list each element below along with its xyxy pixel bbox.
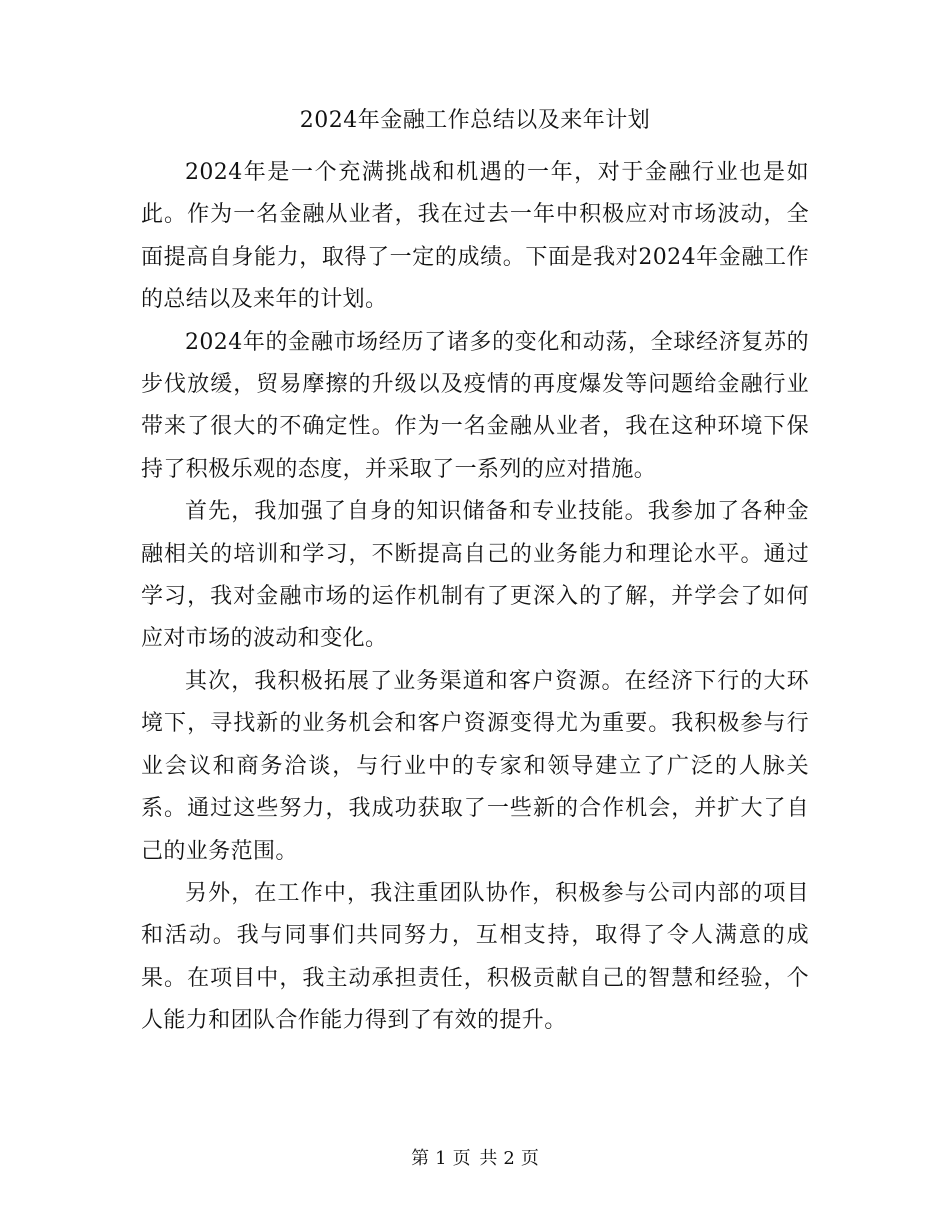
document-body xyxy=(141,152,809,1043)
paragraph-first-measure: 首先，我加强了自身的知识储备和专业技能。我参加了各种金融相关的培训和学习，不断提高自己的业务能力和理论水平。通过学习，我对金融市场的运作机制有了更深入的了解，并学会了如何应对市场的波动和变化。 xyxy=(141,499,809,652)
footer-middle: 页 共 xyxy=(452,1148,498,1169)
footer-page-number: 1 xyxy=(435,1148,447,1169)
paragraph-intro: 2024年是一个充满挑战和机遇的一年，对于金融行业也是如此。作为一名金融从业者，我在过去一年中积极应对市场波动，全面提高自身能力，取得了一定的成绩。下面是我对2024年金融工作的总结以及来年的计划。 xyxy=(141,160,809,313)
footer-total-pages: 2 xyxy=(503,1148,515,1169)
page-footer xyxy=(0,1146,950,1172)
footer-prefix: 第 xyxy=(411,1148,430,1169)
paragraph-teamwork: 另外，在工作中，我注重团队协作，积极参与公司内部的项目和活动。我与同事们共同努力，互相支持，取得了令人满意的成果。在项目中，我主动承担责任，积极贡献自己的智慧和经验，个人能力和团队合作能力得到了有效的提升。 xyxy=(141,880,809,1034)
paragraph-second-measure: 其次，我积极拓展了业务渠道和客户资源。在经济下行的大环境下，寻找新的业务机会和客户资源变得尤为重要。我积极参与行业会议和商务洽谈，与行业中的专家和领导建立了广泛的人脉关系。通过这些努力，我成功获取了一些新的合作机会，并扩大了自己的业务范围。 xyxy=(141,668,809,864)
footer-suffix: 页 xyxy=(520,1148,539,1169)
document-title: 2024年金融工作总结以及来年计划 xyxy=(299,108,651,133)
paragraph-market-review: 2024年的金融市场经历了诸多的变化和动荡，全球经济复苏的步伐放缓，贸易摩擦的升级以及疫情的再度爆发等问题给金融行业带来了很大的不确定性。作为一名金融从业者，我在这种环境下保持了积极乐观的态度，并采取了一系列的应对措施。 xyxy=(141,329,809,482)
